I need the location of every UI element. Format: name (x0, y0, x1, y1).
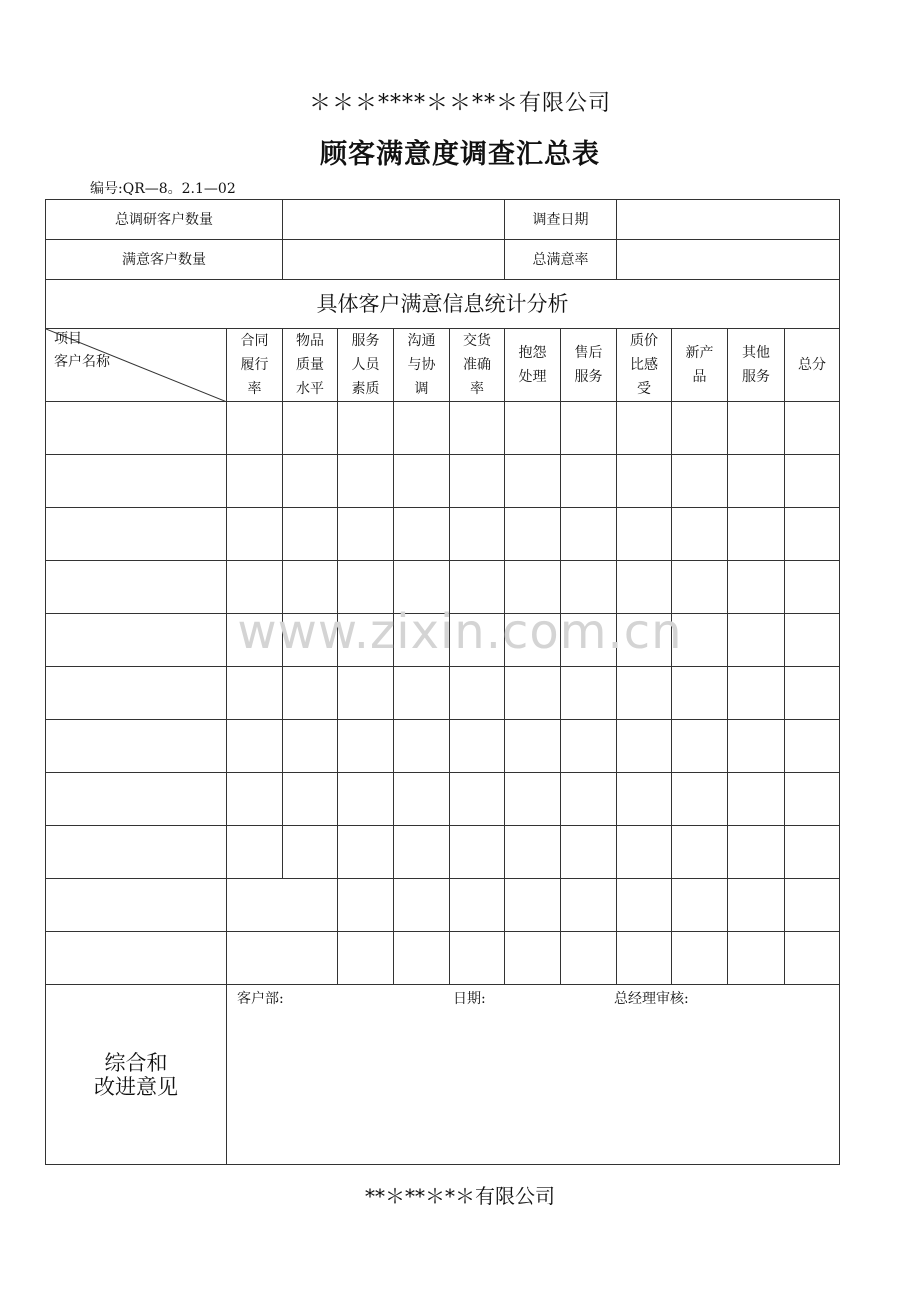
customer-name-cell[interactable] (46, 667, 227, 720)
score-cell[interactable] (617, 932, 672, 985)
score-cell[interactable] (450, 561, 505, 614)
score-cell[interactable] (728, 455, 785, 508)
score-cell[interactable] (672, 402, 728, 455)
col-header: 沟通与协调 (394, 329, 450, 402)
total-rate-label: 总满意率 (505, 240, 617, 280)
footer-company-name: **＊**＊*＊有限公司 (365, 1184, 555, 1208)
col-header: 总分 (785, 329, 840, 402)
section-row (46, 280, 840, 329)
summary-row-satisfied (46, 240, 840, 280)
survey-date-label: 调查日期 (505, 200, 617, 240)
score-cell[interactable] (283, 720, 338, 773)
score-cell[interactable] (561, 720, 617, 773)
total-customers-label: 总调研客户数量 (46, 200, 283, 240)
col-header: 其他服务 (728, 329, 785, 402)
score-cell[interactable] (785, 561, 840, 614)
watermark: www.zixin.com.cn (237, 604, 683, 660)
score-cell[interactable] (505, 402, 561, 455)
score-cell[interactable] (505, 932, 561, 985)
score-cell[interactable] (394, 720, 450, 773)
score-cell[interactable] (394, 508, 450, 561)
score-cell[interactable] (227, 773, 283, 826)
score-cell[interactable] (617, 614, 672, 667)
customer-name-cell[interactable] (46, 826, 227, 879)
score-cell[interactable] (561, 826, 617, 879)
score-cell[interactable] (728, 826, 785, 879)
score-cell[interactable] (338, 773, 394, 826)
score-cell[interactable] (561, 561, 617, 614)
col-header: 售后服务 (561, 329, 617, 402)
customer-name-cell[interactable] (46, 508, 227, 561)
satisfied-customers-label: 满意客户数量 (46, 240, 283, 280)
score-cell[interactable] (672, 508, 728, 561)
score-cell-merged[interactable] (227, 932, 338, 985)
survey-date-field[interactable] (617, 200, 840, 240)
score-cell[interactable] (728, 614, 785, 667)
score-cell[interactable] (617, 879, 672, 932)
table-row (46, 932, 840, 985)
col-header: 新产品 (672, 329, 728, 402)
score-cell[interactable] (505, 508, 561, 561)
customer-name-cell[interactable] (46, 773, 227, 826)
col-header: 合同履行率 (227, 329, 283, 402)
score-cell[interactable] (283, 773, 338, 826)
score-cell[interactable] (227, 508, 283, 561)
gm-approval-label: 总经理审核: (614, 991, 689, 1007)
score-cell[interactable] (338, 826, 394, 879)
score-cell[interactable] (338, 561, 394, 614)
score-cell[interactable] (283, 402, 338, 455)
form-title: 顾客满意度调查汇总表 (320, 139, 600, 170)
score-cell-merged[interactable] (227, 879, 338, 932)
score-cell[interactable] (561, 455, 617, 508)
customer-name-cell[interactable] (46, 455, 227, 508)
score-cell[interactable] (672, 455, 728, 508)
comment-date-label: 日期: (453, 991, 486, 1007)
customer-name-cell[interactable] (46, 402, 227, 455)
score-cell[interactable] (728, 667, 785, 720)
score-cell[interactable] (450, 455, 505, 508)
score-cell[interactable] (672, 932, 728, 985)
score-cell[interactable] (785, 773, 840, 826)
score-cell[interactable] (561, 879, 617, 932)
score-cell[interactable] (394, 826, 450, 879)
score-cell[interactable] (505, 614, 561, 667)
col-header: 交货准确率 (450, 329, 505, 402)
score-cell[interactable] (672, 720, 728, 773)
score-cell[interactable] (450, 720, 505, 773)
customer-name-cell[interactable] (46, 561, 227, 614)
customer-name-cell[interactable] (46, 614, 227, 667)
score-cell[interactable] (617, 667, 672, 720)
score-cell[interactable] (505, 826, 561, 879)
score-cell[interactable] (450, 667, 505, 720)
score-cell[interactable] (617, 402, 672, 455)
table-row (46, 667, 840, 720)
score-cell[interactable] (561, 614, 617, 667)
total-customers-field[interactable] (283, 200, 505, 240)
score-cell[interactable] (617, 455, 672, 508)
score-cell[interactable] (617, 773, 672, 826)
score-cell[interactable] (227, 455, 283, 508)
score-cell[interactable] (394, 561, 450, 614)
score-cell[interactable] (394, 667, 450, 720)
score-cell[interactable] (338, 402, 394, 455)
score-cell[interactable] (672, 667, 728, 720)
score-cell[interactable] (728, 561, 785, 614)
score-cell[interactable] (728, 402, 785, 455)
score-cell[interactable] (672, 826, 728, 879)
score-cell[interactable] (450, 826, 505, 879)
score-cell[interactable] (450, 879, 505, 932)
table-row (46, 879, 840, 932)
score-cell[interactable] (450, 508, 505, 561)
customer-name-cell[interactable] (46, 720, 227, 773)
score-cell[interactable] (617, 508, 672, 561)
score-cell[interactable] (617, 561, 672, 614)
score-cell[interactable] (450, 614, 505, 667)
summary-row-total (46, 200, 840, 240)
score-cell[interactable] (672, 561, 728, 614)
score-cell[interactable] (785, 402, 840, 455)
table-row (46, 826, 840, 879)
score-cell[interactable] (617, 826, 672, 879)
score-cell[interactable] (450, 932, 505, 985)
score-cell[interactable] (394, 773, 450, 826)
score-cell[interactable] (561, 508, 617, 561)
score-cell[interactable] (394, 879, 450, 932)
score-cell[interactable] (283, 614, 338, 667)
score-cell[interactable] (227, 826, 283, 879)
score-cell[interactable] (505, 720, 561, 773)
satisfied-customers-field[interactable] (283, 240, 505, 280)
score-cell[interactable] (338, 508, 394, 561)
comment-label-line1: 综合和 (104, 1050, 168, 1075)
score-cell[interactable] (785, 455, 840, 508)
table-row (46, 561, 840, 614)
score-cell[interactable] (561, 773, 617, 826)
score-cell[interactable] (394, 455, 450, 508)
diag-header-customer: 客户名称 (54, 354, 110, 370)
score-cell[interactable] (728, 879, 785, 932)
score-cell[interactable] (785, 667, 840, 720)
score-cell[interactable] (227, 614, 283, 667)
score-cell[interactable] (505, 879, 561, 932)
score-cell[interactable] (394, 402, 450, 455)
score-cell[interactable] (728, 932, 785, 985)
diagonal-header-cell (46, 329, 227, 402)
section-title: 具体客户满意信息统计分析 (46, 280, 840, 329)
score-cell[interactable] (283, 561, 338, 614)
customer-name-cell[interactable] (46, 932, 227, 985)
company-name: ＊＊＊****＊＊**＊有限公司 (308, 91, 611, 116)
score-cell[interactable] (394, 932, 450, 985)
score-cell[interactable] (672, 614, 728, 667)
score-cell[interactable] (338, 932, 394, 985)
score-cell[interactable] (227, 720, 283, 773)
score-cell[interactable] (338, 720, 394, 773)
score-cell[interactable] (785, 826, 840, 879)
document-number: 编号:QR—8。2.1—02 (90, 181, 236, 197)
comment-label-line2: 改进意见 (94, 1074, 178, 1099)
score-cell[interactable] (728, 508, 785, 561)
table-row (46, 773, 840, 826)
score-cell[interactable] (785, 508, 840, 561)
score-cell[interactable] (785, 932, 840, 985)
col-header: 质价比感受 (617, 329, 672, 402)
score-cell[interactable] (785, 720, 840, 773)
score-cell[interactable] (728, 773, 785, 826)
satisfaction-summary-table (45, 199, 840, 1165)
score-cell[interactable] (283, 508, 338, 561)
column-header-row (46, 329, 840, 402)
score-cell[interactable] (338, 614, 394, 667)
score-cell[interactable] (785, 879, 840, 932)
score-cell[interactable] (338, 455, 394, 508)
score-cell[interactable] (227, 561, 283, 614)
score-cell[interactable] (561, 402, 617, 455)
customer-name-cell[interactable] (46, 879, 227, 932)
score-cell[interactable] (561, 667, 617, 720)
total-rate-field[interactable] (617, 240, 840, 280)
score-cell[interactable] (227, 667, 283, 720)
score-cell[interactable] (338, 667, 394, 720)
score-cell[interactable] (672, 879, 728, 932)
comment-row (46, 985, 840, 1165)
score-cell[interactable] (785, 614, 840, 667)
col-header: 物品质量水平 (283, 329, 338, 402)
score-cell[interactable] (505, 667, 561, 720)
table-row (46, 402, 840, 455)
table-row (46, 720, 840, 773)
score-cell[interactable] (450, 773, 505, 826)
score-cell[interactable] (394, 614, 450, 667)
score-cell[interactable] (561, 932, 617, 985)
score-cell[interactable] (505, 561, 561, 614)
score-cell[interactable] (672, 773, 728, 826)
customer-dept-label: 客户部: (237, 991, 284, 1007)
col-header: 服务人员素质 (338, 329, 394, 402)
score-cell[interactable] (505, 773, 561, 826)
score-cell[interactable] (338, 879, 394, 932)
score-cell[interactable] (505, 455, 561, 508)
score-cell[interactable] (283, 826, 338, 879)
score-cell[interactable] (617, 720, 672, 773)
score-cell[interactable] (227, 402, 283, 455)
comment-field[interactable] (227, 985, 840, 1165)
comment-label-cell (46, 985, 227, 1165)
table-row (46, 455, 840, 508)
diag-header-project: 项目 (54, 331, 82, 347)
score-cell[interactable] (728, 720, 785, 773)
score-cell[interactable] (283, 455, 338, 508)
col-header: 抱怨处理 (505, 329, 561, 402)
table-row (46, 508, 840, 561)
score-cell[interactable] (450, 402, 505, 455)
score-cell[interactable] (283, 667, 338, 720)
table-row (46, 614, 840, 667)
